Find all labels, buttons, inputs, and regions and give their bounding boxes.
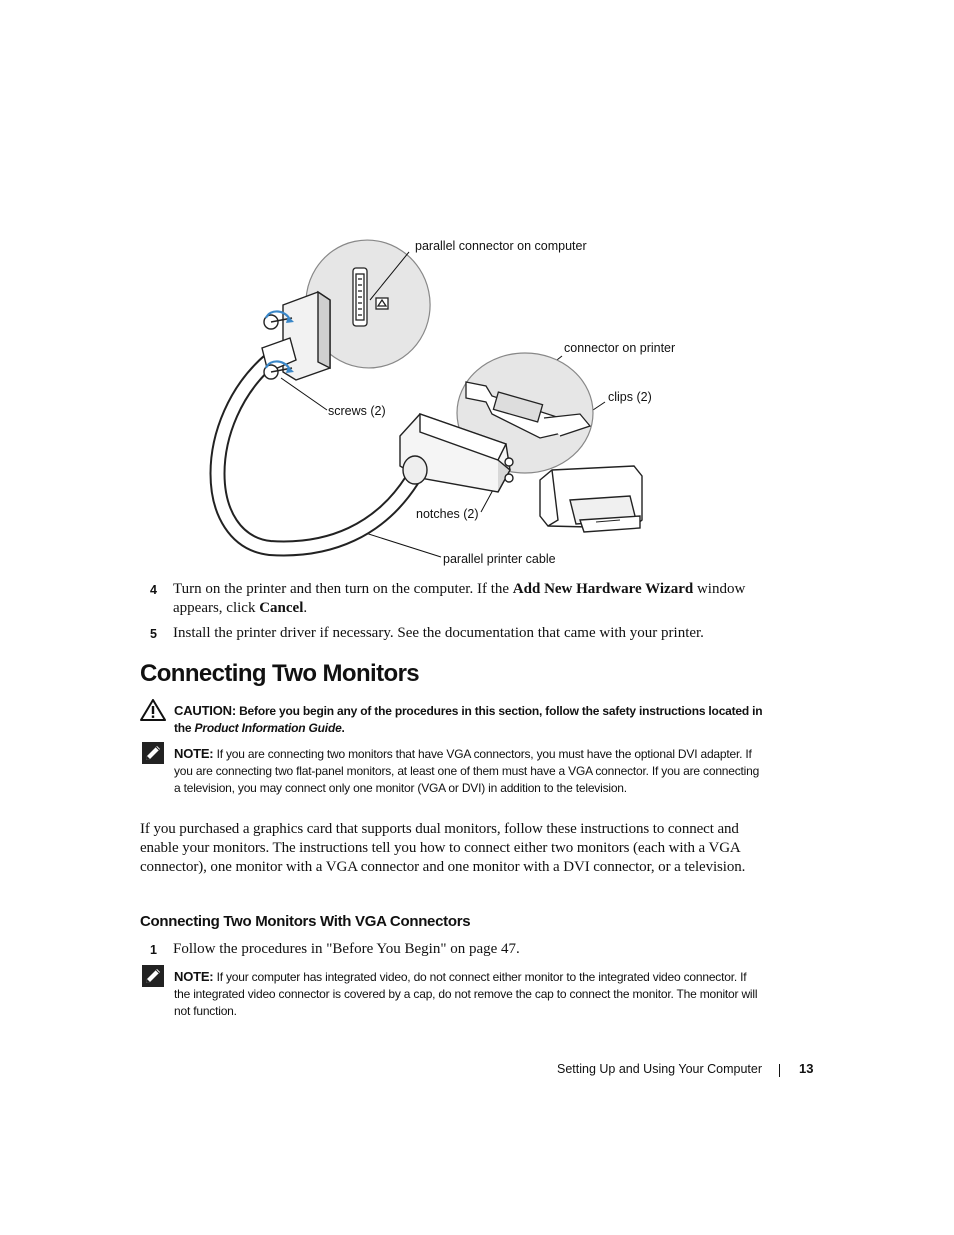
subsection-title: Connecting Two Monitors With VGA Connectors [140, 913, 471, 930]
product-information-guide: Product Information Guide [194, 721, 342, 735]
note-integrated-video: NOTE: If your computer has integrated video, do not connect either monitor to the integrated video connector. If the integrated video connector is covered by a cap, do not remove the cap to connect the monitor. The monitor will not function. [174, 969, 758, 1018]
footer-separator [779, 1064, 780, 1077]
step-4 [150, 580, 750, 620]
caution-notice: CAUTION: Before you begin any of the procedures in this section, follow the safety instructions located in the Product Information Guide. [174, 703, 763, 735]
label-parallel-printer-cable: parallel printer cable [443, 552, 556, 566]
step-number: 4 [150, 583, 157, 597]
printer-illustration [540, 466, 642, 532]
step-text: Follow the procedures in "Before You Begin" on page 47. [173, 941, 520, 957]
parallel-printer-diagram [0, 0, 954, 580]
page-number: 13 [799, 1061, 814, 1076]
step-text: Install the printer driver if necessary. See the documentation that came with your printer. [173, 625, 704, 641]
dual-monitor-paragraph: If you purchased a graphics card that supports dual monitors, follow these instructions to connect and enable your monitors. The instructions tell you how to connect either two monitors (each with a VGA connector), one monitor with a VGA connector and one monitor with a DVI connector, or a television. [140, 821, 746, 875]
note-lead: NOTE: [174, 746, 214, 761]
label-screws: screws (2) [328, 404, 386, 418]
note-pencil-icon [142, 742, 164, 764]
step-text: Turn on the printer and then turn on the computer. If the Add New Hardware Wizard window appears, click Cancel. [173, 581, 746, 616]
caution-lead: CAUTION: [174, 703, 236, 718]
label-clips: clips (2) [608, 390, 652, 404]
step-number: 5 [150, 627, 157, 641]
note-two-vga-monitors: NOTE: If you are connecting two monitors that have VGA connectors, you must have the optional DVI adapter. If you are connecting two flat-panel monitors, at least one of them must have a VGA connector. If you are connecting a television, you may connect only one monitor (VGA or DVI) in addition to the television. [174, 746, 760, 795]
ui-term-cancel: Cancel [259, 600, 304, 616]
label-notches: notches (2) [416, 507, 479, 521]
note-pencil-icon [142, 965, 164, 987]
label-connector-on-printer: connector on printer [564, 341, 676, 355]
ui-term-add-new-hardware-wizard: Add New Hardware Wizard [512, 581, 694, 597]
step-5 [150, 624, 750, 644]
caution-triangle-icon [140, 699, 166, 721]
step-number: 1 [150, 943, 157, 957]
step-1 [150, 940, 750, 960]
label-parallel-connector-on-computer: parallel connector on computer [415, 239, 587, 253]
footer-chapter-title: Setting Up and Using Your Computer [557, 1062, 762, 1076]
computer-cable-connector [262, 292, 330, 380]
section-title: Connecting Two Monitors [140, 660, 420, 687]
note-lead: NOTE: [174, 969, 214, 984]
